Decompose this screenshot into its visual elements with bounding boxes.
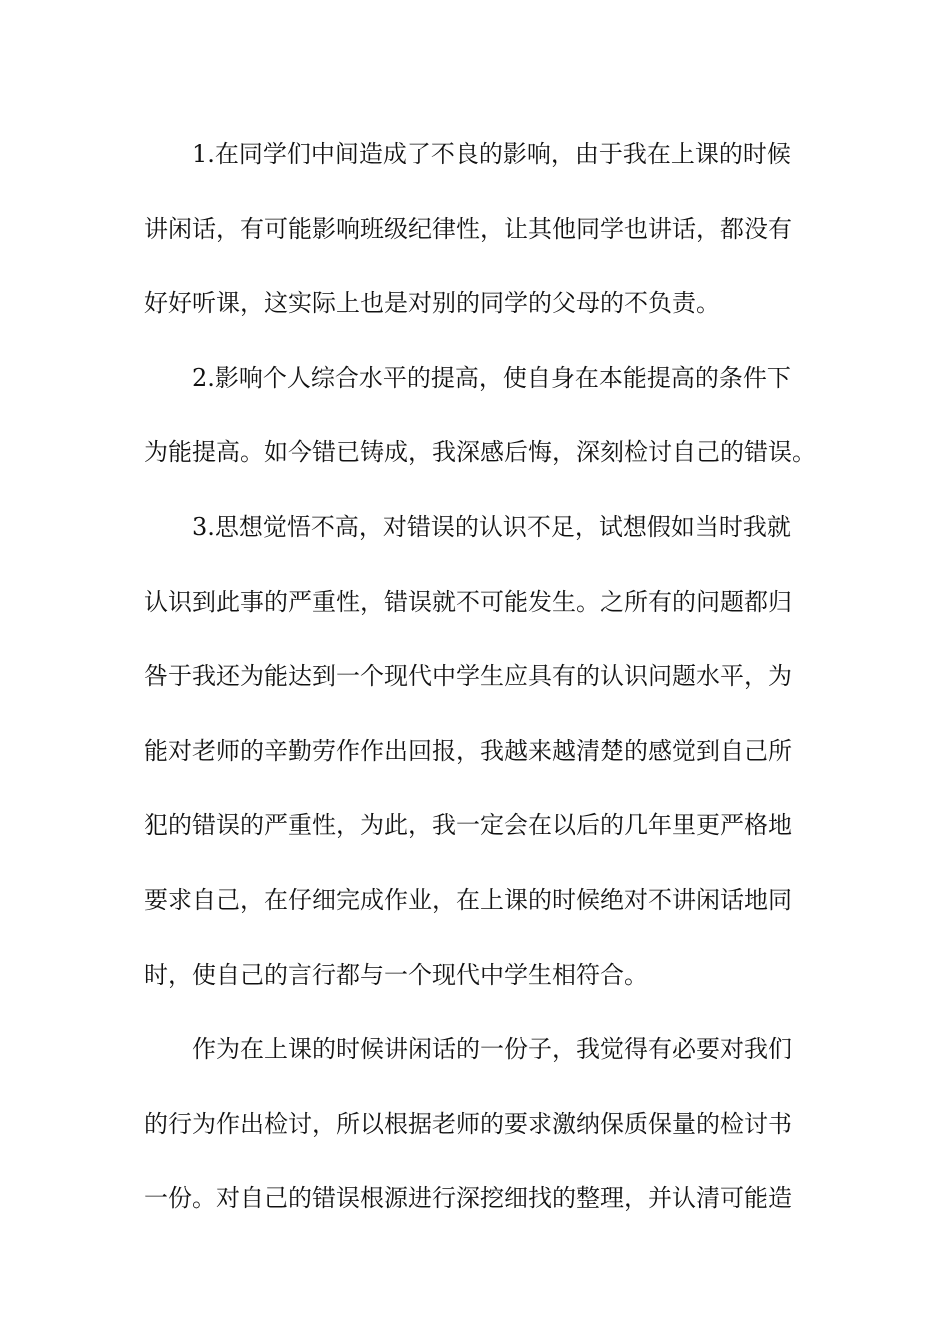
paragraph-2-line-1: 2.影响个人综合水平的提高，使自身在本能提高的条件下 — [192, 363, 791, 392]
paragraph-1-line-1: 1.在同学们中间造成了不良的影响，由于我在上课的时候 — [192, 140, 791, 168]
paragraph-1-line-2: 讲闲话，有可能影响班级纪律性，让其他同学也讲话，都没有 — [144, 214, 792, 243]
paragraph-3-line-1: 3.思想觉悟不高，对错误的认识不足，试想假如当时我就 — [192, 512, 791, 541]
paragraph-3-line-5: 犯的错误的严重性，为此，我一定会在以后的几年里更严格地 — [144, 811, 792, 840]
paragraph-1-line-3: 好好听课，这实际上也是对别的同学的父母的不负责。 — [144, 289, 720, 318]
paragraph-3-line-3: 咎于我还为能达到一个现代中学生应具有的认识问题水平，为 — [144, 662, 792, 691]
paragraph-4-line-3: 一份。对自己的错误根源进行深挖细找的整理，并认清可能造 — [144, 1184, 792, 1213]
paragraph-4-line-2: 的行为作出检讨，所以根据老师的要求激纳保质保量的检讨书 — [144, 1109, 792, 1138]
paragraph-3-line-4: 能对老师的辛勤劳作作出回报，我越来越清楚的感觉到自己所 — [144, 736, 792, 765]
paragraph-4-line-1: 作为在上课的时候讲闲话的一份子，我觉得有必要对我们 — [192, 1035, 792, 1064]
paragraph-3-line-2: 认识到此事的严重性，错误就不可能发生。之所有的问题都归 — [144, 587, 792, 616]
document-body — [144, 130, 816, 1249]
paragraph-2-line-2: 为能提高。如今错已铸成，我深感后悔，深刻检讨自己的错误。 — [144, 438, 816, 467]
paragraph-3-line-6: 要求自己，在仔细完成作业，在上课的时候绝对不讲闲话地同 — [144, 885, 792, 914]
paragraph-3-line-7: 时，使自己的言行都与一个现代中学生相符合。 — [144, 960, 648, 989]
